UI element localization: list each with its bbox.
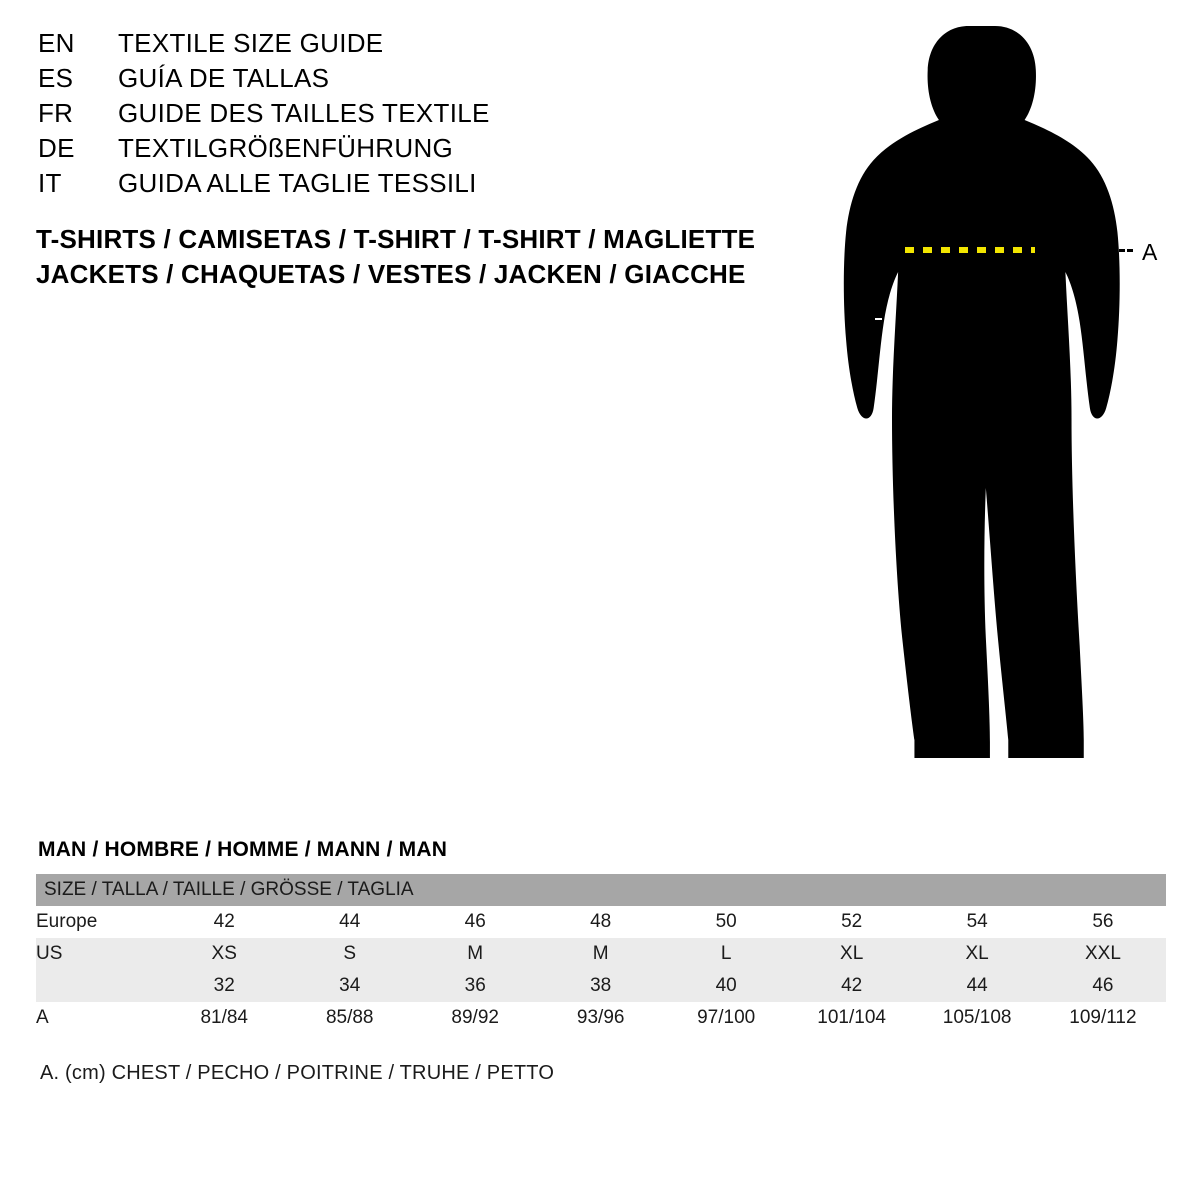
table-footnote: A. (cm) CHEST / PECHO / POITRINE / TRUHE / PETTO (40, 1062, 555, 1084)
table-header-label: SIZE / TALLA / TAILLE / GRÖSSE / TAGLIA (36, 874, 1166, 906)
table-cell: 56 (1040, 906, 1166, 938)
table-cell: 40 (663, 970, 788, 1002)
row-label: Europe (36, 906, 161, 938)
category-jackets: JACKETS / CHAQUETAS / VESTES / JACKEN / GIACCHE (36, 259, 746, 289)
language-title: GUIDE DES TAILLES TEXTILE (118, 98, 490, 128)
table-cell: 105/108 (914, 1002, 1039, 1034)
table-cell: 38 (538, 970, 663, 1002)
table-cell: 81/84 (161, 1002, 286, 1034)
size-table (36, 874, 1166, 1034)
row-label (36, 970, 161, 1002)
table-cell: 89/92 (412, 1002, 537, 1034)
language-title: GUIDA ALLE TAGLIE TESSILI (118, 168, 477, 198)
body-silhouette-figure (820, 18, 1180, 798)
language-code: IT (38, 168, 62, 198)
row-label: US (36, 938, 161, 970)
table-cell: 44 (914, 970, 1039, 1002)
table-cell: 34 (287, 970, 412, 1002)
table-cell: XL (789, 938, 914, 970)
language-title: GUÍA DE TALLAS (118, 63, 330, 93)
table-cell: 101/104 (789, 1002, 914, 1034)
table-cell: 32 (161, 970, 286, 1002)
table-header-row (36, 874, 1166, 906)
gender-title: MAN / HOMBRE / HOMME / MANN / MAN (38, 838, 448, 861)
language-list (38, 28, 758, 203)
table-cell: 46 (1040, 970, 1166, 1002)
table-cell: S (287, 938, 412, 970)
table-cell: 54 (914, 906, 1039, 938)
category-list (36, 222, 796, 292)
table-cell: XS (161, 938, 286, 970)
table-cell: 93/96 (538, 1002, 663, 1034)
table-cell: L (663, 938, 788, 970)
table-cell: 48 (538, 906, 663, 938)
table-cell: XXL (1040, 938, 1166, 970)
language-row (38, 168, 758, 203)
language-title: TEXTILGRÖßENFÜHRUNG (118, 133, 454, 163)
table-row (36, 1002, 1166, 1034)
table-cell: 97/100 (663, 1002, 788, 1034)
table-cell: M (412, 938, 537, 970)
table-cell: M (538, 938, 663, 970)
table-cell: 50 (663, 906, 788, 938)
measure-leader-line (1103, 249, 1133, 252)
table-cell: 44 (287, 906, 412, 938)
table-cell: 42 (789, 970, 914, 1002)
language-row (38, 98, 758, 133)
table-cell: XL (914, 938, 1039, 970)
language-code: DE (38, 133, 75, 163)
table-row (36, 970, 1166, 1002)
table-row (36, 938, 1166, 970)
language-row (38, 28, 758, 63)
category-tshirts: T-SHIRTS / CAMISETAS / T-SHIRT / T-SHIRT / MAGLIETTE (36, 224, 756, 254)
size-table-section (36, 838, 1166, 1085)
language-code: EN (38, 28, 75, 58)
language-code: FR (38, 98, 74, 128)
table-cell: 42 (161, 906, 286, 938)
table-cell: 109/112 (1040, 1002, 1166, 1034)
table-cell: 52 (789, 906, 914, 938)
measure-label-a: A (1142, 239, 1158, 265)
language-code: ES (38, 63, 74, 93)
male-silhouette-icon (820, 18, 1180, 798)
table-cell: 46 (412, 906, 537, 938)
language-row (38, 133, 758, 168)
language-title: TEXTILE SIZE GUIDE (118, 28, 384, 58)
table-cell: 85/88 (287, 1002, 412, 1034)
row-label: A (36, 1002, 161, 1034)
table-row (36, 906, 1166, 938)
table-cell: 36 (412, 970, 537, 1002)
language-row (38, 63, 758, 98)
